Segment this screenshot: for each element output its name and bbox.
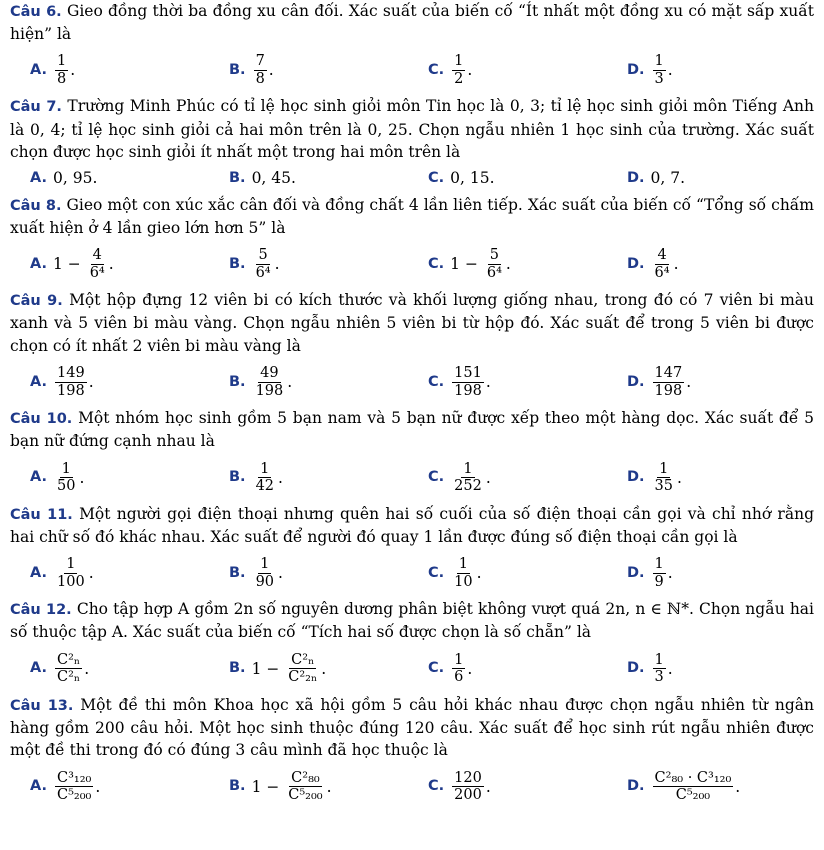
numerator: C²₈₀ · C³₁₂₀ [654, 769, 732, 786]
question-text: Một nhóm học sinh gồm 5 bạn nam và 5 bạn nữ được xếp theo một hàng dọc. Xác suất để 5 bạn nữ đứng cạnh nhau là [10, 409, 815, 451]
numerator: 4 [657, 247, 667, 264]
numerator: 1 [57, 53, 67, 70]
denominator: 100 [57, 573, 85, 590]
option-d[interactable] [607, 647, 806, 691]
question-13 [10, 694, 814, 809]
numerator: 1 [463, 460, 473, 477]
option-a[interactable] [10, 765, 209, 809]
option-punct: . [278, 468, 283, 487]
option-text: 0, 45. [251, 169, 296, 188]
numerator: 5 [258, 247, 268, 264]
option-b[interactable] [209, 48, 408, 92]
fraction [55, 461, 77, 495]
option-letter: A. [30, 564, 47, 581]
option-text: 0, 15. [450, 169, 495, 188]
option-letter: A. [30, 61, 47, 78]
option-letter: B. [229, 469, 246, 486]
question-label: Câu 10. [10, 411, 73, 428]
question-10 [10, 407, 814, 499]
numerator: C³₁₂₀ [57, 769, 92, 786]
option-a[interactable] [10, 242, 209, 286]
fraction [254, 247, 273, 281]
fraction [653, 770, 734, 804]
option-prefix: 1 − [251, 777, 285, 796]
denominator: 198 [255, 382, 284, 399]
option-letter: C. [428, 255, 445, 272]
option-letter: C. [428, 61, 445, 78]
option-punct: . [70, 61, 76, 80]
question-12 [10, 598, 814, 690]
option-punct: . [476, 564, 482, 583]
option-letter: C. [428, 564, 445, 581]
question-label: Câu 8. [10, 197, 62, 214]
denominator: 252 [454, 478, 482, 495]
option-a[interactable] [10, 647, 209, 691]
question-stem [10, 0, 814, 45]
option-letter: B. [229, 170, 246, 187]
denominator: C⁵₂₀₀ [675, 787, 711, 804]
denominator: 50 [57, 478, 76, 495]
denominator: C⁵₂₀₀ [288, 787, 323, 804]
option-punct: . [667, 564, 673, 583]
option-prefix: 1 − [450, 255, 483, 274]
option-punct: . [79, 468, 85, 487]
option-letter: D. [627, 255, 645, 272]
question-text: Trường Minh Phúc có tỉ lệ học sinh giỏi môn Tin học là 0, 3; tỉ lệ học sinh giỏi môn Tiếng Anh là 0, 4; tỉ lệ học sinh giỏi cả hai môn trên là 0, 25. Chọn ngẫu nhiên 1 học sinh của trường. Xác suất chọn được học sinh giỏi ít nhất một trong hai môn trên là [10, 97, 814, 161]
option-c[interactable] [408, 48, 607, 92]
denominator: 8 [255, 70, 265, 87]
question-stem [10, 407, 814, 452]
option-punct: . [287, 373, 293, 392]
numerator: 1 [61, 460, 71, 477]
answer-options [10, 167, 814, 189]
question-label: Câu 9. [10, 293, 63, 310]
question-text: Cho tập hợp A gồm 2n số nguyên dương phân biệt không vượt quá 2n, n ∈ ℕ*. Chọn ngẫu hai số thuộc tập A. Xác suất của biến cố “Tích hai số được chọn là số chẵn” là [10, 600, 815, 642]
option-letter: B. [229, 778, 246, 795]
question-label: Câu 13. [10, 697, 74, 714]
option-letter: D. [627, 170, 645, 187]
option-punct: . [326, 777, 332, 796]
option-letter: A. [30, 255, 47, 272]
option-d[interactable] [607, 167, 806, 189]
question-text: Một người gọi điện thoại nhưng quên hai số cuối của số điện thoại cần gọi và chỉ nhớ rằng hai chữ số đó khác nhau. Xác suất để người đó quay 1 lần được đúng số điện thoại cần gọi là [10, 504, 814, 546]
option-punct: . [84, 659, 90, 678]
question-label: Câu 12. [10, 602, 72, 619]
option-text: 0, 95. [53, 169, 98, 188]
denominator: 198 [57, 382, 85, 399]
option-letter: A. [30, 469, 47, 486]
option-c[interactable] [408, 242, 607, 286]
option-c[interactable] [408, 360, 607, 404]
option-punct: . [686, 373, 692, 392]
option-letter: C. [428, 469, 445, 486]
fraction [254, 461, 276, 495]
option-a[interactable] [10, 167, 209, 189]
numerator: 120 [454, 769, 482, 786]
denominator: 35 [654, 478, 673, 495]
option-punct: . [278, 564, 283, 583]
option-c[interactable] [408, 647, 607, 691]
numerator: 1 [260, 460, 270, 477]
fraction [653, 53, 666, 87]
question-stem [10, 95, 814, 163]
denominator: C⁵₂₀₀ [57, 787, 92, 804]
denominator: 6 [454, 669, 464, 686]
option-letter: D. [627, 778, 645, 795]
fraction [286, 652, 319, 686]
option-punct: . [485, 468, 491, 487]
fraction [55, 53, 68, 87]
denominator: C²ₙ [57, 669, 81, 686]
option-letter: D. [627, 469, 645, 486]
option-c[interactable] [408, 456, 607, 500]
numerator: 49 [260, 365, 279, 382]
option-letter: B. [229, 255, 246, 272]
option-punct: . [108, 255, 114, 274]
option-letter: C. [428, 373, 445, 390]
option-punct: . [95, 777, 101, 796]
fraction [254, 556, 276, 590]
denominator: 9 [654, 573, 664, 590]
option-punct: . [274, 255, 280, 274]
answer-options [10, 456, 814, 500]
option-letter: C. [428, 170, 445, 187]
option-punct: . [467, 659, 473, 678]
denominator: 198 [654, 382, 683, 399]
fraction [55, 365, 87, 399]
denominator: 8 [57, 70, 67, 87]
option-letter: D. [627, 660, 645, 677]
option-c[interactable] [408, 551, 607, 595]
fraction [452, 53, 465, 87]
option-punct: . [485, 373, 491, 392]
fraction [286, 770, 324, 804]
option-letter: B. [229, 564, 246, 581]
denominator: 42 [255, 478, 275, 495]
denominator: 90 [255, 573, 275, 590]
option-punct: . [667, 61, 673, 80]
option-letter: B. [229, 373, 246, 390]
option-b[interactable] [209, 242, 408, 286]
question-6 [10, 0, 814, 92]
option-b[interactable] [209, 765, 408, 809]
option-b[interactable] [209, 551, 408, 595]
numerator: 4 [92, 247, 102, 264]
question-label: Câu 11. [10, 506, 73, 523]
option-c[interactable] [408, 765, 607, 809]
question-text: Gieo một con xúc xắc cân đối và đồng chất 4 lần liên tiếp. Xác suất của biến cố “Tổng số chấm xuất hiện ở 4 lần gieo lớn hơn 5” là [10, 195, 815, 237]
option-prefix: 1 − [53, 255, 86, 274]
option-punct: . [485, 777, 491, 796]
fraction [452, 556, 474, 590]
denominator: 3 [654, 70, 664, 87]
fraction [452, 461, 484, 495]
denominator: 6⁴ [654, 264, 670, 281]
option-a[interactable] [10, 48, 209, 92]
fraction [254, 365, 286, 399]
numerator: 1 [654, 556, 664, 573]
answer-options [10, 360, 814, 404]
option-letter: A. [30, 373, 47, 390]
fraction [653, 556, 666, 590]
question-stem [10, 194, 814, 239]
option-punct: . [268, 61, 274, 80]
option-letter: C. [428, 778, 445, 795]
numerator: 1 [454, 53, 464, 70]
option-punct: . [677, 468, 682, 487]
answer-options [10, 647, 814, 691]
numerator: C²ₙ [291, 651, 315, 668]
numerator: 151 [454, 365, 482, 382]
question-text: Một hộp đựng 12 viên bi có kích thước và khối lượng giống nhau, trong đó có 7 viên bi màu xanh và 5 viên bi màu vàng. Chọn ngẫu nhiên 5 viên bi từ hộp đó. Xác suất để trong 5 viên bi được chọn có ít nhất 2 viên bi màu vàng là [10, 291, 814, 355]
question-stem [10, 598, 814, 643]
option-d[interactable] [607, 360, 806, 404]
option-letter: A. [30, 778, 47, 795]
option-punct: . [321, 659, 327, 678]
fraction [55, 652, 82, 686]
fraction [452, 770, 484, 804]
fraction [254, 53, 267, 87]
fraction [88, 247, 107, 281]
numerator: 1 [654, 53, 664, 70]
question-7 [10, 95, 814, 189]
question-label: Câu 6. [10, 4, 62, 20]
question-text: Một đề thi môn Khoa học xã hội gồm 5 câu hỏi khác nhau được chọn ngẫu nhiên từ ngân hàng gồm 200 câu hỏi. Một học sinh thuộc đúng 120 câu. Xác suất để học sinh rút ngẫu nhiên được một đề thi trong đó có đúng 3 câu mình đã học thuộc là [10, 695, 814, 760]
numerator: 1 [66, 556, 76, 573]
option-text: 0, 7. [650, 169, 686, 188]
fraction [653, 365, 685, 399]
option-d[interactable] [607, 551, 806, 595]
numerator: C²ₙ [57, 651, 81, 668]
denominator: C²₂ₙ [288, 669, 318, 686]
question-stem [10, 289, 814, 357]
question-stem [10, 694, 814, 762]
denominator: 6⁴ [89, 264, 105, 281]
option-punct: . [735, 777, 741, 796]
option-punct: . [673, 255, 679, 274]
numerator: 1 [260, 556, 270, 573]
option-b[interactable] [209, 360, 408, 404]
answer-options [10, 551, 814, 595]
option-punct: . [505, 255, 511, 274]
fraction [653, 461, 675, 495]
option-b[interactable] [209, 167, 408, 189]
fraction [452, 652, 465, 686]
answer-options [10, 242, 814, 286]
option-letter: D. [627, 373, 645, 390]
denominator: 200 [454, 787, 482, 804]
option-letter: B. [229, 61, 246, 78]
option-prefix: 1 − [251, 659, 285, 678]
question-label: Câu 7. [10, 99, 62, 116]
question-text: Gieo đồng thời ba đồng xu cân đối. Xác suất của biến cố “Ít nhất một đồng xu có mặt sấp xuất hiện” là [10, 2, 814, 44]
fraction [485, 247, 504, 281]
answer-options [10, 765, 814, 809]
question-9 [10, 289, 814, 404]
denominator: 6⁴ [255, 264, 271, 281]
numerator: 5 [489, 247, 499, 264]
denominator: 3 [654, 669, 664, 686]
numerator: 1 [458, 556, 468, 573]
fraction [653, 652, 666, 686]
numerator: 1 [654, 651, 664, 668]
numerator: 1 [454, 651, 464, 668]
option-a[interactable] [10, 360, 209, 404]
option-punct: . [88, 564, 94, 583]
numerator: 1 [659, 460, 669, 477]
option-letter: B. [229, 660, 246, 677]
option-letter: A. [30, 170, 47, 187]
option-punct: . [667, 659, 673, 678]
question-stem [10, 503, 814, 548]
option-letter: C. [428, 660, 445, 677]
option-d[interactable] [607, 48, 806, 92]
answer-options [10, 48, 814, 92]
option-a[interactable] [10, 456, 209, 500]
option-b[interactable] [209, 647, 408, 691]
fraction [55, 556, 87, 590]
option-d[interactable] [607, 765, 806, 809]
option-d[interactable] [607, 456, 806, 500]
option-a[interactable] [10, 551, 209, 595]
numerator: C²₈₀ [291, 769, 320, 786]
numerator: 147 [654, 365, 683, 382]
denominator: 198 [454, 382, 482, 399]
option-letter: D. [627, 564, 645, 581]
option-punct: . [467, 61, 473, 80]
fraction [653, 247, 672, 281]
fraction [55, 770, 93, 804]
fraction [452, 365, 484, 399]
option-letter: D. [627, 61, 645, 78]
denominator: 10 [454, 573, 473, 590]
option-c[interactable] [408, 167, 607, 189]
denominator: 2 [454, 70, 464, 87]
numerator: 149 [57, 365, 85, 382]
numerator: 7 [255, 53, 265, 70]
denominator: 6⁴ [486, 264, 502, 281]
option-punct: . [88, 373, 94, 392]
option-d[interactable] [607, 242, 806, 286]
option-b[interactable] [209, 456, 408, 500]
question-11 [10, 503, 814, 595]
question-8 [10, 194, 814, 286]
option-letter: A. [30, 660, 47, 677]
